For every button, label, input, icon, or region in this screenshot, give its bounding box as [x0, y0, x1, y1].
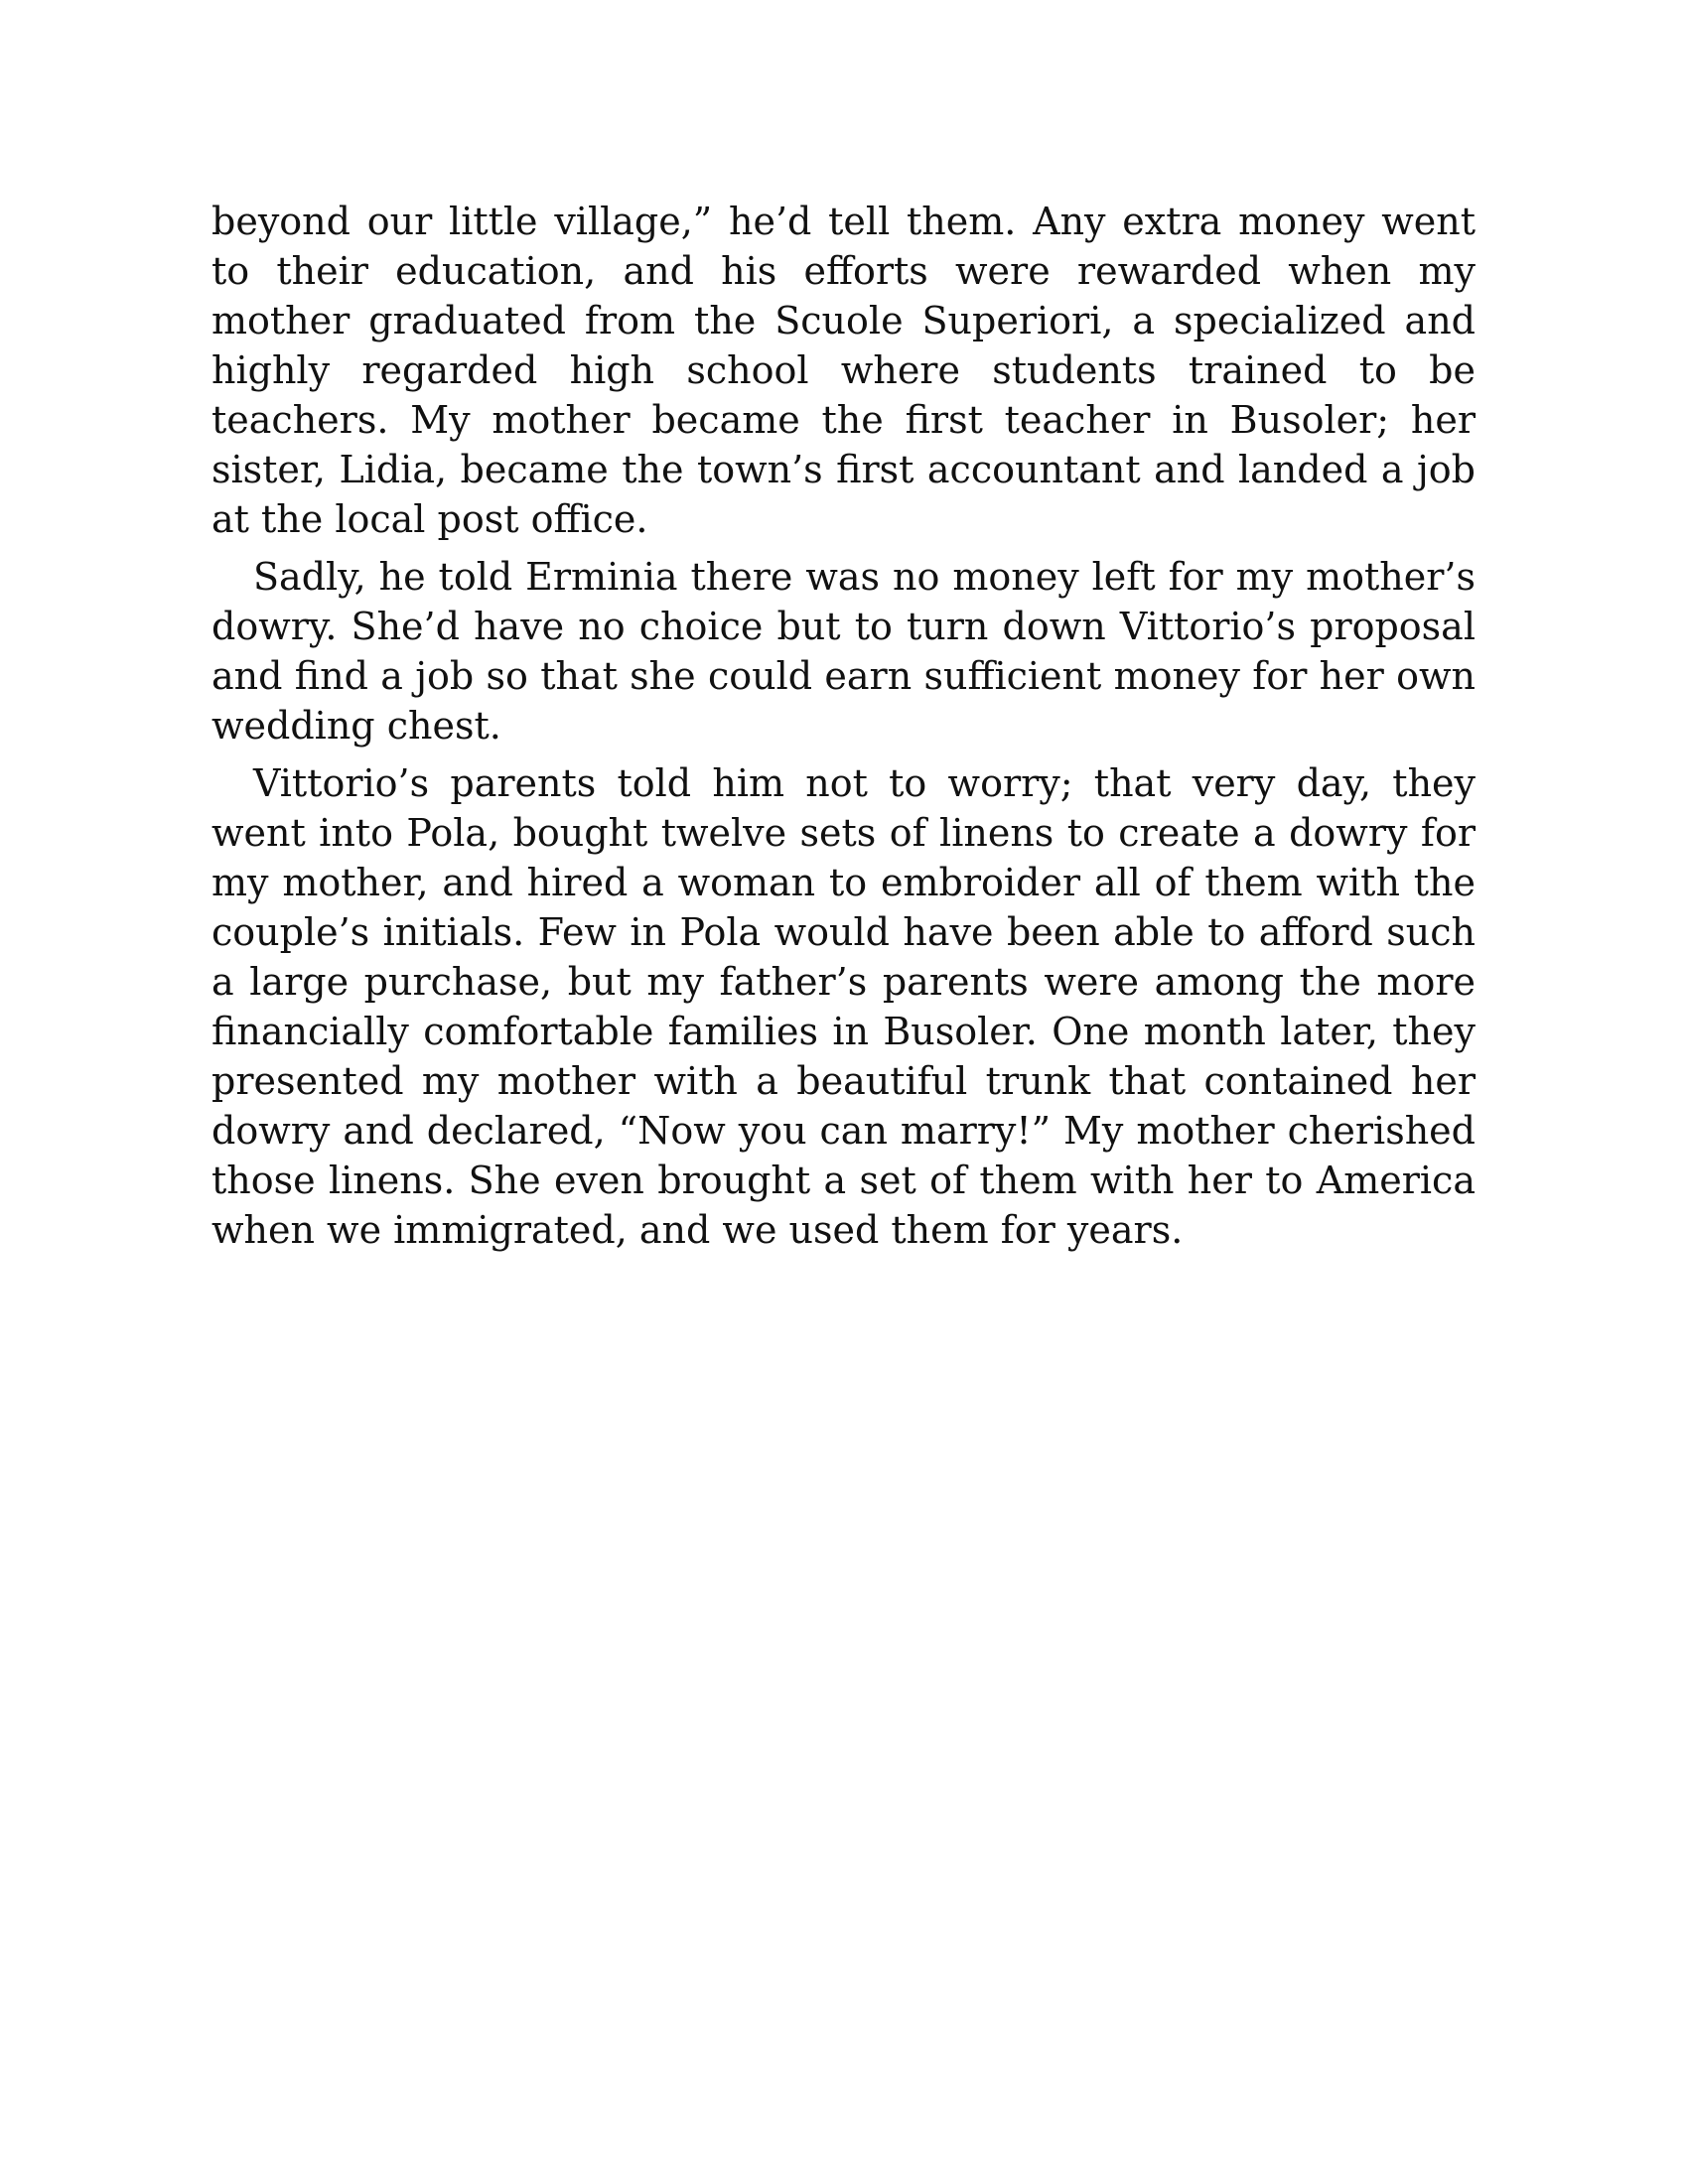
paragraph-continuation: beyond our little village,” he’d tell them. Any extra money went to their education, and his efforts were rewarded when my mother graduated from the Scuole Superiori, a specialized and highly regarded high school where students trained to be teachers. My mother became the first teacher in Busoler; her sister, Lidia, became the town’s first accountant and landed a job at the local post office.	[211, 200, 1476, 541]
paragraph-linens: Vittorio’s parents told him not to worry; that very day, they went into Pola, bought twelve sets of linens to create a dowry for my mother, and hired a woman to embroider all of them with the couple’s initials. Few in Pola would have been able to afford such a large purchase, but my father’s parents were among the more financially comfortable families in Busoler. One month later, they presented my mother with a beautiful trunk that contained her dowry and declared, “Now you can marry!” My mother cherished those linens. She even brought a set of them with her to America when we immigrated, and we used them for years.	[211, 761, 1476, 1252]
body-text	[211, 197, 1476, 1263]
paragraph-dowry-news: Sadly, he told Erminia there was no money left for my mother’s dowry. She’d have no choice but to turn down Vittorio’s proposal and find a job so that she could earn sufficient money for her own wedding chest.	[211, 555, 1476, 748]
